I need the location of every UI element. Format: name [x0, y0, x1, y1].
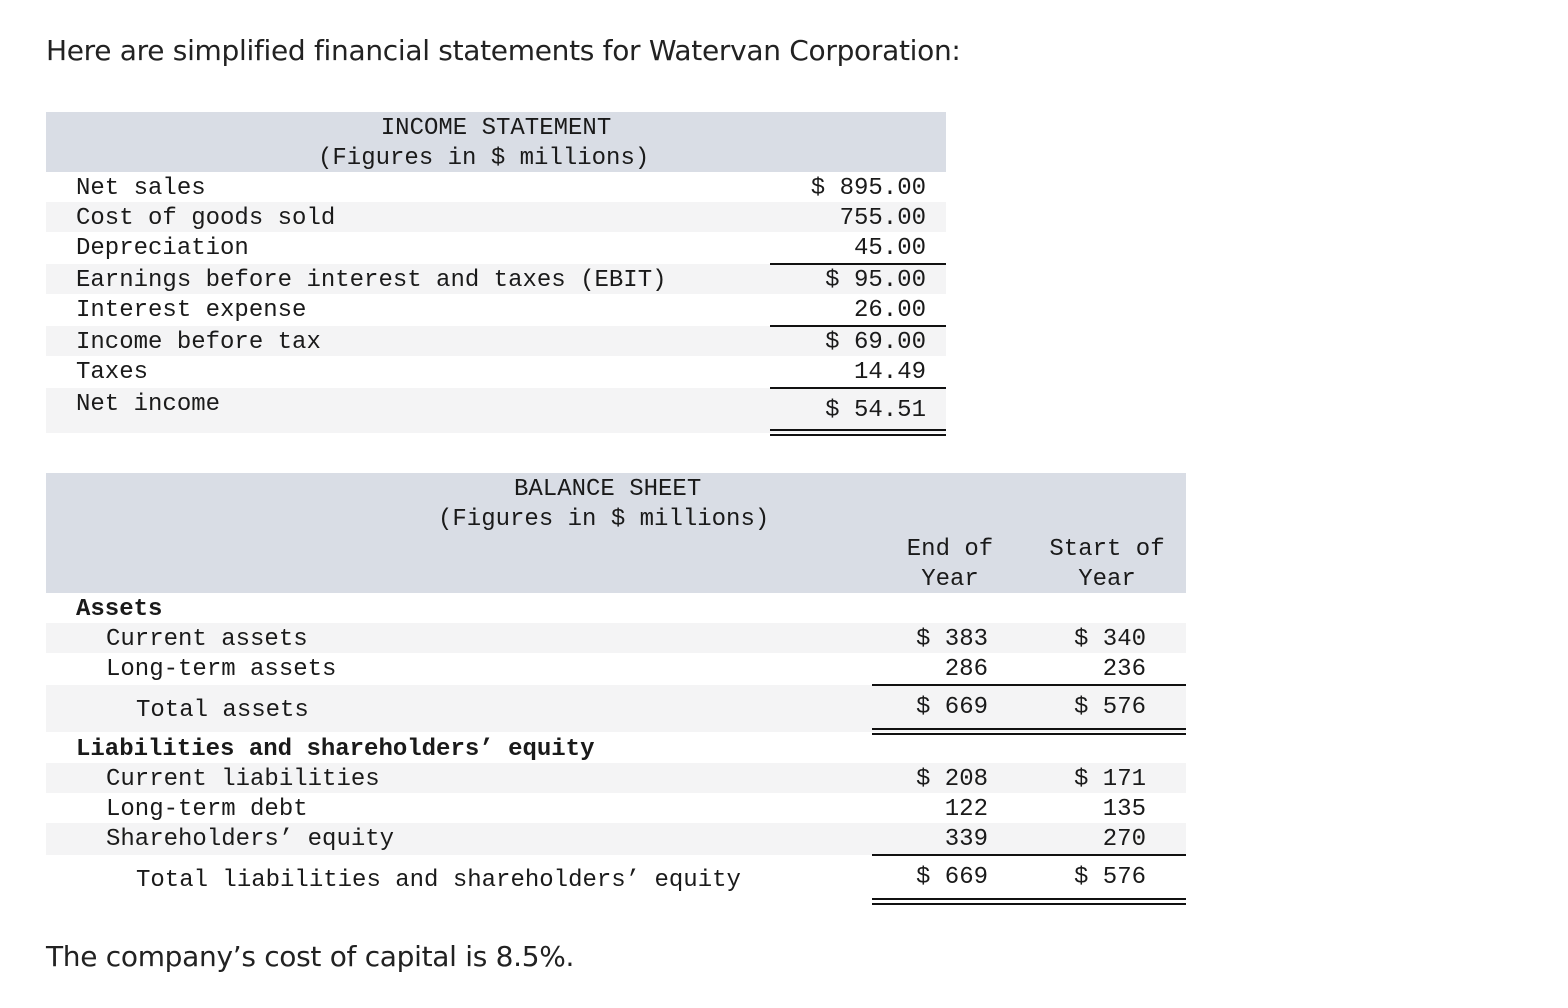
total-assets-label: Total assets [136, 697, 309, 724]
balance-row-end-value: 122 [944, 796, 988, 823]
income-row-label: Net sales [76, 175, 206, 202]
income-row-value: $ 69.00 [825, 329, 926, 356]
balance-row-label: Current assets [106, 626, 308, 653]
income-row-value: $ 95.00 [825, 267, 926, 294]
column-header-end-of-year: End of [906, 536, 994, 563]
section-heading-liabilities: Liabilities and shareholders’ equity [76, 736, 595, 763]
section-heading-assets: Assets [76, 596, 163, 623]
column-header-end-of-year: Year [921, 566, 979, 593]
total-liabilities-label: Total liabilities and shareholders’ equity [136, 867, 741, 894]
cost-of-capital-text: The company’s cost of capital is 8.5%. [46, 940, 575, 973]
income-row-value: 755.00 [839, 205, 926, 232]
income-row-label: Taxes [76, 359, 149, 386]
income-row-label: Earnings before interest and taxes (EBIT) [76, 267, 667, 294]
income-row-label: Interest expense [76, 297, 307, 324]
income-statement-subtitle: (Figures in $ millions) [318, 145, 650, 172]
income-statement-title: INCOME STATEMENT [380, 115, 612, 142]
total-liabilities-start-value: $ 576 [1073, 864, 1146, 891]
balance-row-end-value: $ 208 [915, 766, 988, 793]
total-assets-start-value: $ 576 [1073, 694, 1146, 721]
balance-row-start-value: 236 [1102, 656, 1146, 683]
income-row-label: Cost of goods sold [76, 205, 336, 232]
balance-row-label: Long-term assets [106, 656, 337, 683]
income-row-value: 45.00 [853, 235, 926, 262]
column-header-start-of-year: Start of [1049, 536, 1165, 563]
subtotal-rule [770, 387, 946, 389]
total-double-rule [872, 898, 1186, 905]
balance-row-end-value: 286 [944, 656, 988, 683]
balance-row-label: Shareholders’ equity [106, 826, 395, 853]
total-double-rule [872, 728, 1186, 735]
subtotal-rule [770, 263, 946, 265]
intro-text: Here are simplified financial statements for Watervan Corporation: [46, 34, 961, 67]
subtotal-rule [872, 854, 1186, 856]
subtotal-rule [770, 325, 946, 327]
total-liabilities-end-value: $ 669 [915, 864, 988, 891]
income-row-label: Net income [76, 391, 221, 418]
income-row-value: 14.49 [853, 359, 926, 386]
balance-row-start-value: $ 340 [1073, 626, 1146, 653]
subtotal-rule [872, 684, 1186, 686]
balance-row-label: Long-term debt [106, 796, 308, 823]
income-row-label: Income before tax [76, 329, 321, 356]
balance-row-end-value: $ 383 [915, 626, 988, 653]
balance-row-end-value: 339 [944, 826, 988, 853]
balance-row-label: Current liabilities [106, 766, 380, 793]
total-double-rule [770, 429, 946, 436]
balance-row-start-value: 135 [1102, 796, 1146, 823]
balance-row-start-value: $ 171 [1073, 766, 1146, 793]
column-header-start-of-year: Year [1078, 566, 1136, 593]
balance-sheet-title: BALANCE SHEET [514, 476, 702, 503]
balance-row-start-value: 270 [1102, 826, 1146, 853]
total-assets-end-value: $ 669 [915, 694, 988, 721]
income-row-value: 26.00 [853, 297, 926, 324]
income-row-label: Depreciation [76, 235, 249, 262]
balance-sheet-subtitle: (Figures in $ millions) [438, 506, 770, 533]
income-row-value: $ 54.51 [825, 397, 926, 424]
income-row-value: $ 895.00 [810, 175, 926, 202]
